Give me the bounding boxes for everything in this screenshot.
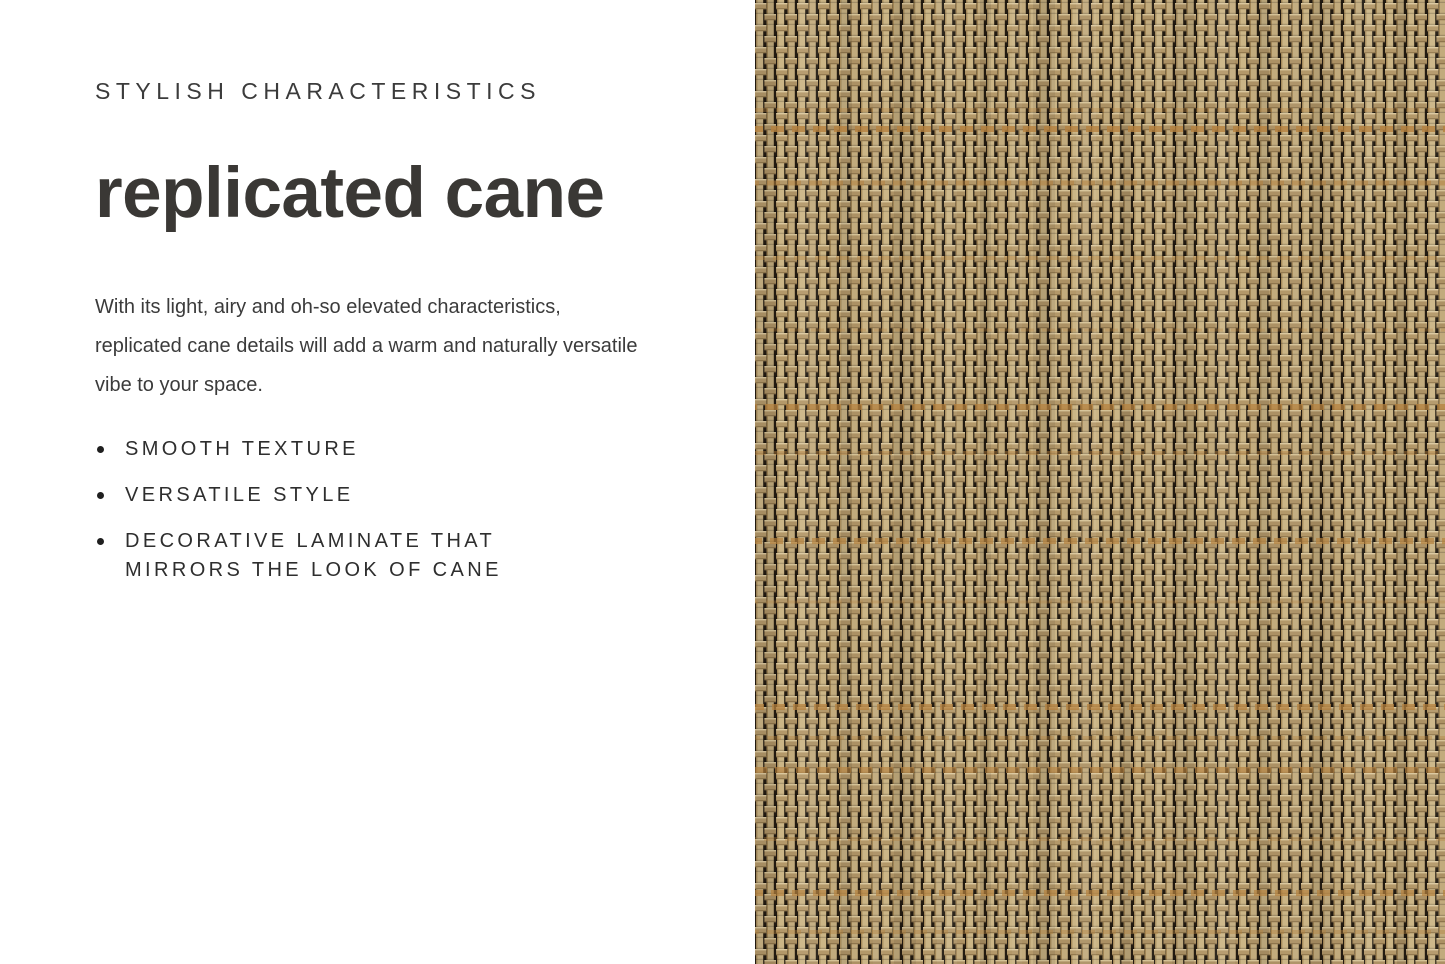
cane-texture-image bbox=[755, 0, 1445, 964]
list-item bbox=[95, 435, 575, 464]
bullet-dot-icon bbox=[97, 492, 104, 499]
description-paragraph: With its light, airy and oh-so elevated characteristics, replicated cane details will add a warm and naturally versatile vibe to your space. bbox=[95, 295, 638, 396]
list-item-label: SMOOTH TEXTURE bbox=[125, 437, 359, 460]
feature-list bbox=[95, 435, 715, 585]
page-title: replicated cane bbox=[95, 154, 605, 233]
list-item bbox=[95, 481, 575, 510]
list-item-label: DECORATIVE LAMINATE THAT MIRRORS THE LOOK OF CANE bbox=[125, 529, 502, 581]
bullet-dot-icon bbox=[97, 446, 104, 453]
list-item-label: VERSATILE STYLE bbox=[125, 483, 354, 506]
bullet-dot-icon bbox=[97, 538, 104, 545]
eyebrow-label: STYLISH CHARACTERISTICS bbox=[95, 78, 541, 104]
texture-panel bbox=[755, 0, 1445, 964]
list-item bbox=[95, 527, 575, 585]
